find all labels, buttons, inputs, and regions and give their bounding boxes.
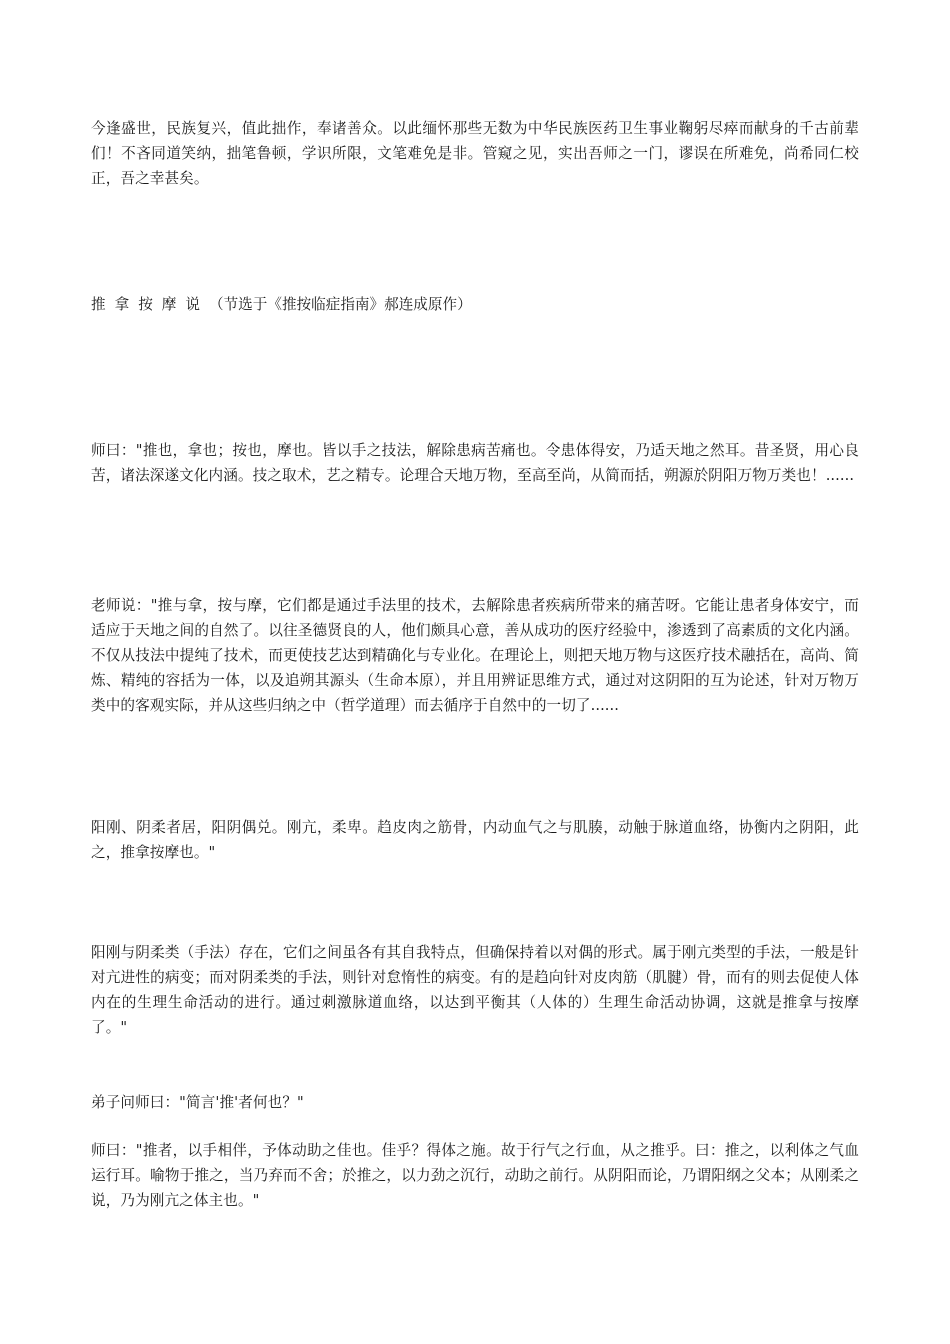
paragraph-yang-yin-explained: 阳刚与阴柔类（手法）存在，它们之间虽各有其自我特点，但确保持着以对偶的形式。属于刚亢类型的手法，一般是针对亢进性的病变；而对阴柔类的手法，则针对怠惰性的病变。有的是趋向针对皮肉筋（肌腱）骨，而有的则去促使人体内在的生理生命活动的进行。通过刺激脉道血络，以达到平衡其（人体的）生理生命活动协调，这就是推拿与按摩了。" <box>91 944 859 1036</box>
paragraph-master-says: 师曰："推也，拿也；按也，摩也。皆以手之技法，解除患病苦痛也。令患体得安，乃适天地之然耳。昔圣贤，用心良苦，诸法深遂文化内涵。技之取术，艺之精专。论理合天地万物，至高至尚，从简而括，朔源於阴阳万物万类也！...... <box>91 442 859 484</box>
section-heading <box>91 292 859 317</box>
paragraph-master-answers: 师曰："推者，以手相伴，予体动助之佳也。佳乎？得体之施。故于行气之行血，从之推乎。曰：推之，以利体之气血运行耳。喻物于推之，当乃弃而不舍；於推之，以力劲之沉行，动助之前行。从阴阳而论，乃谓阳纲之父本；从刚柔之说，乃为刚亢之体主也。" <box>91 1142 859 1209</box>
paragraph-teacher-explains: 老师说："推与拿，按与摩，它们都是通过手法里的技术，去解除患者疾病所带来的痛苦呀。它能让患者身体安宁，而适应于天地之间的自然了。以往圣德贤良的人，他们颇具心意，善从成功的医疗经验中，渗透到了高素质的文化内涵。不仅从技法中提纯了技术，而更使技艺达到精确化与专业化。在理论上，则把天地万物与这医疗技术融括在，高尚、简炼、精纯的容括为一体，以及追朔其源头（生命本原），并且用辨证思维方式，通过对这阴阳的互为论述，针对万物万类中的客观实际，并从这些归纳之中（哲学道理）而去循序于自然中的一切了...... <box>91 597 859 714</box>
section-heading-title: 推拿按摩说 <box>91 296 209 313</box>
paragraph-disciple-asks: 弟子问师曰："简言'推'者何也？" <box>91 1094 304 1111</box>
paragraph-yang-yin: 阳刚、阴柔者居，阳阴偶兑。刚亢，柔卑。趋皮肉之筋骨，内动血气之与肌腠，动触于脉道血络，协衡内之阴阳，此之，推拿按摩也。" <box>91 819 859 861</box>
section-heading-source: （节选于《推按临症指南》郝连成原作） <box>208 296 472 313</box>
paragraph-preface: 今逢盛世，民族复兴，值此拙作，奉诸善众。以此缅怀那些无数为中华民族医药卫生事业鞠躬尽瘁而献身的千古前辈们！不吝同道笑纳，拙笔鲁顿，学识所限，文笔难免是非。管窥之见，实出吾师之一门，谬误在所难免，尚希同仁校正，吾之幸甚矣。 <box>91 120 859 187</box>
